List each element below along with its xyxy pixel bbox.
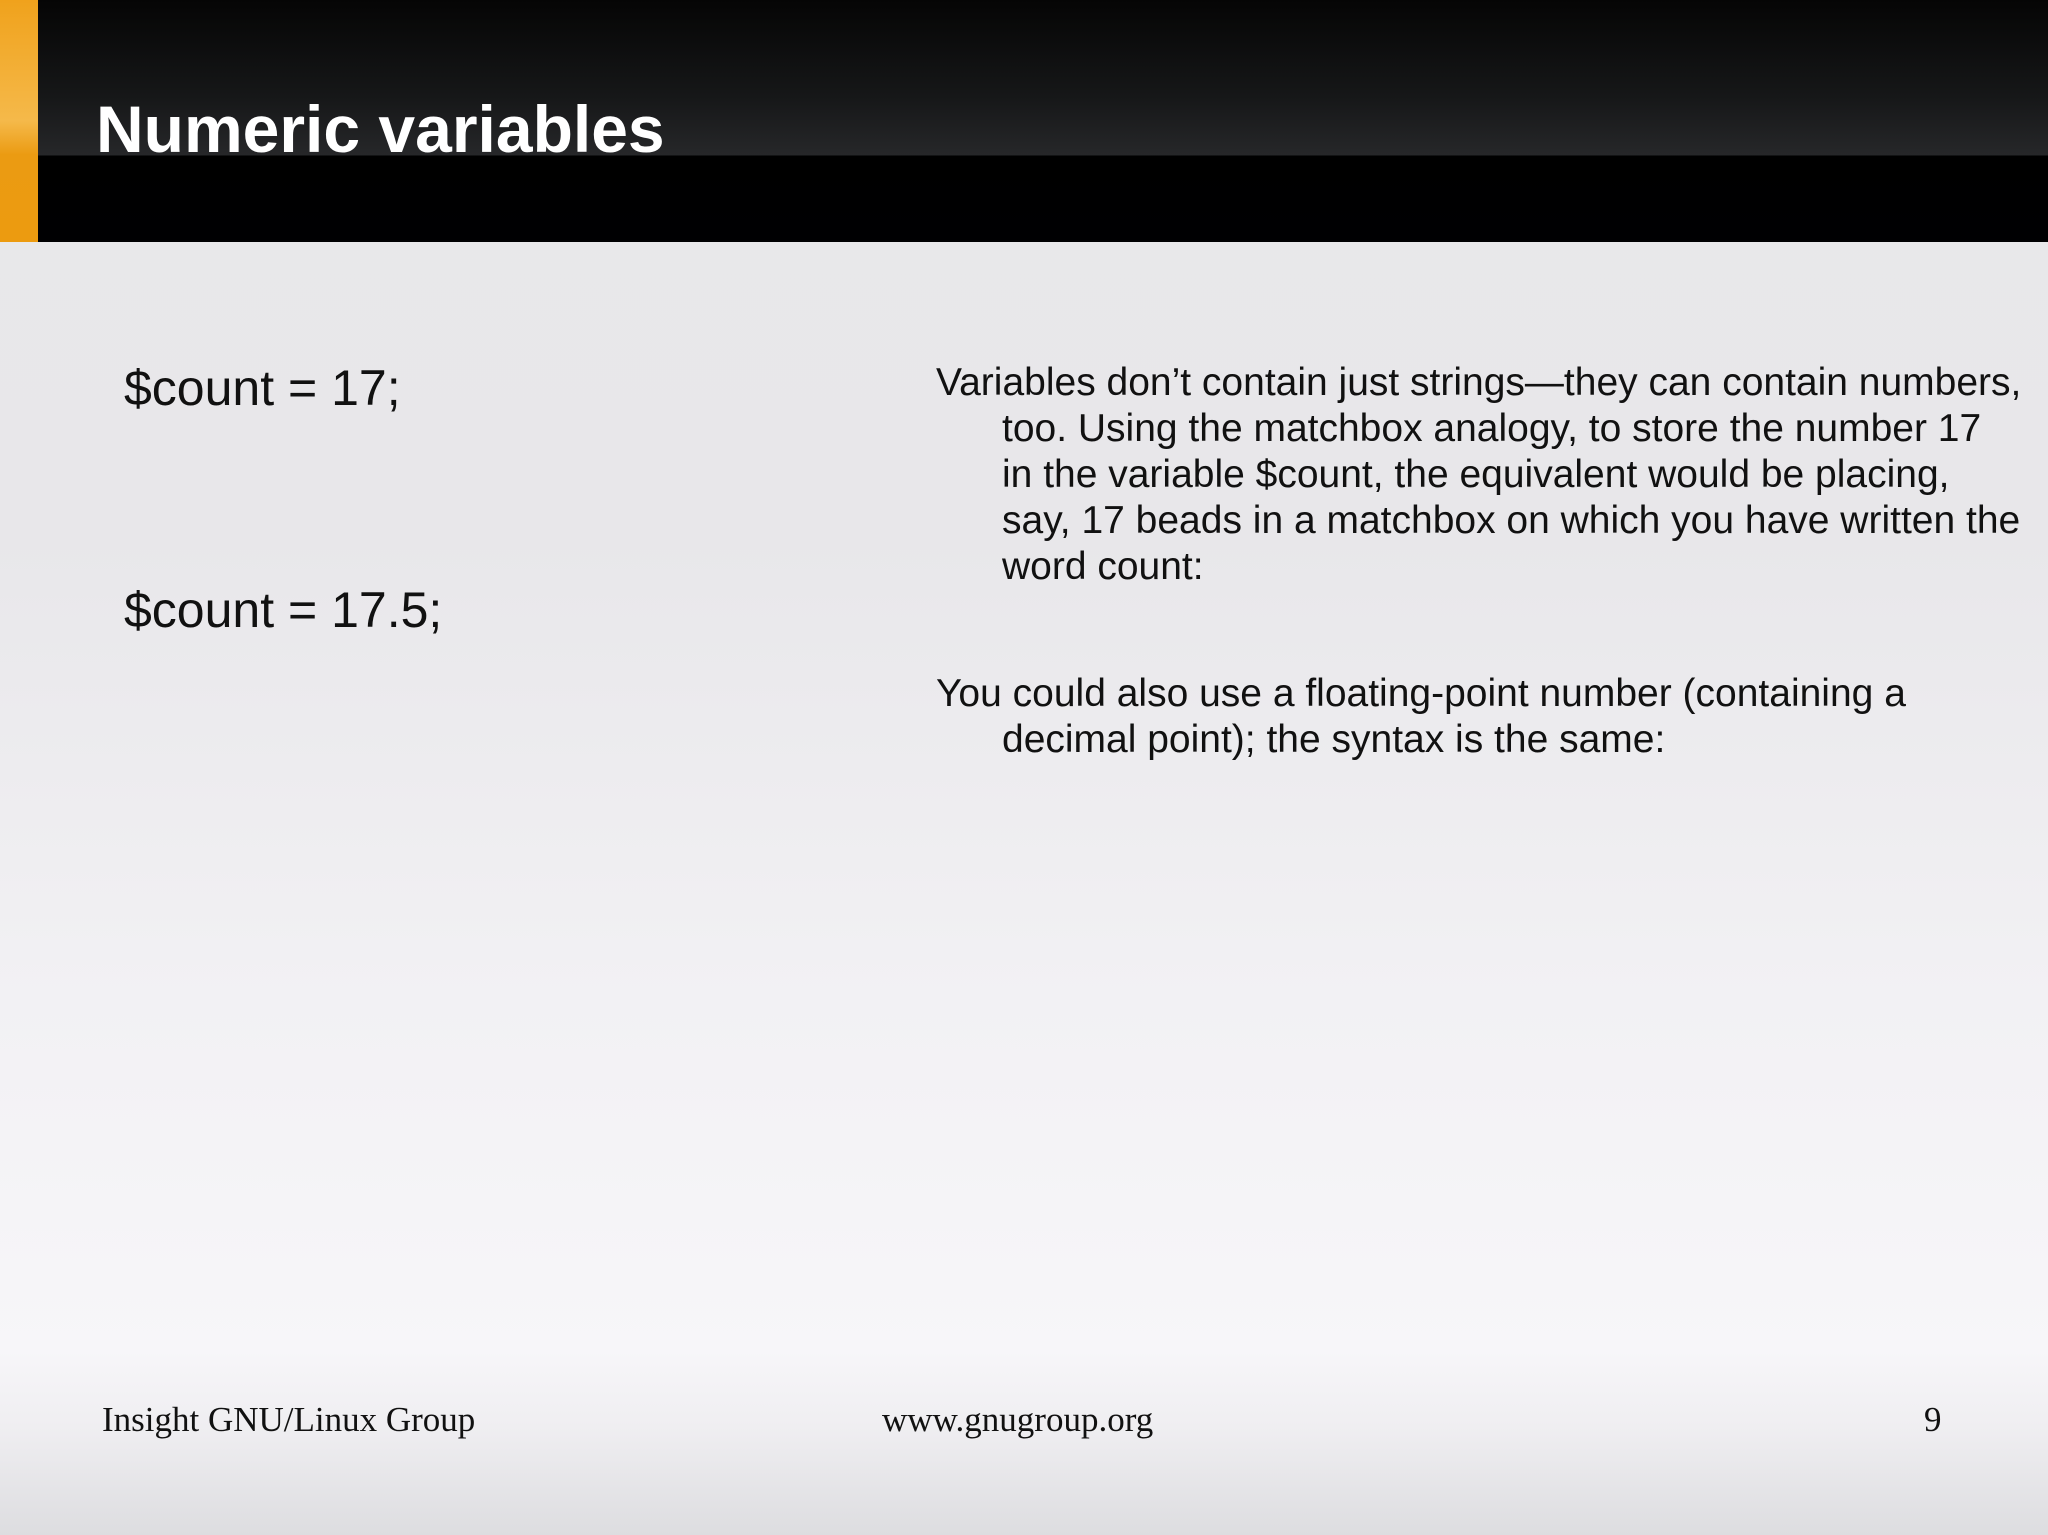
slide-title: Numeric variables (96, 92, 665, 166)
footer-website: www.gnugroup.org (882, 1400, 1154, 1439)
paragraph-numbers: Variables don’t contain just strings—they can contain numbers, too. Using the matchbox analogy, to store the number 17 in the variable $count, the equivalent would be placing, say, 17 beads in a matchbox on which you have written the word count: (936, 361, 2022, 588)
page-number: 9 (1924, 1400, 1942, 1439)
code-example-float: $count = 17.5; (124, 582, 443, 638)
code-example-integer: $count = 17; (124, 360, 401, 416)
accent-bar (0, 0, 38, 242)
paragraph-floating-point: You could also use a floating-point number (containing a decimal point); the syntax is the same: (936, 672, 1906, 761)
footer-organization: Insight GNU/Linux Group (102, 1400, 476, 1439)
title-bar (0, 0, 2048, 242)
